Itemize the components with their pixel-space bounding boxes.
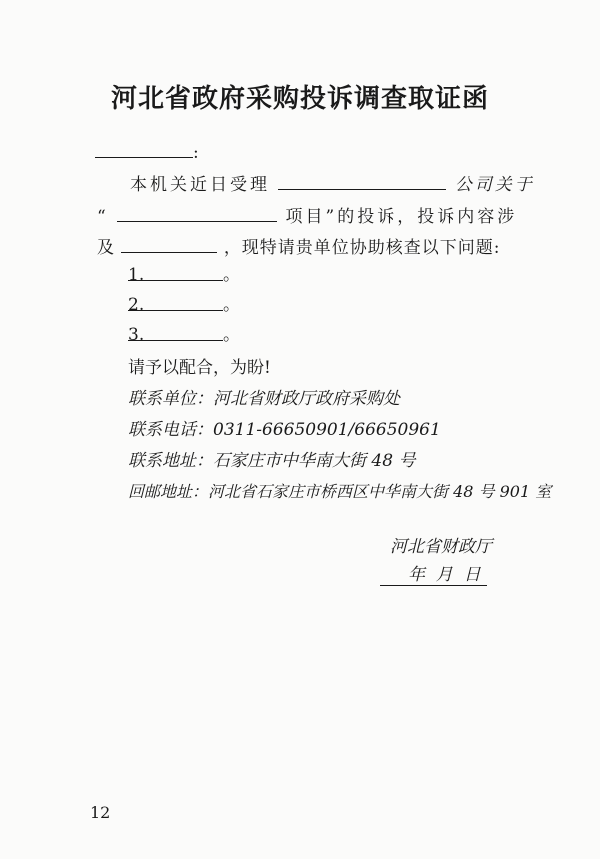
body-line1-suffix: 公司关于 bbox=[454, 175, 535, 195]
item-3-blank bbox=[128, 324, 223, 345]
item-2-number: 2. bbox=[128, 295, 145, 315]
item-3-end: 。 bbox=[223, 325, 240, 345]
item-1-number: 1. bbox=[128, 265, 145, 285]
body-line3-suffix: ，现特请贵单位协助核查以下问题: bbox=[223, 238, 501, 258]
body-line-1 bbox=[130, 173, 535, 196]
page-number: 12 bbox=[90, 803, 111, 822]
item-1-end: 。 bbox=[223, 265, 240, 285]
salutation-colon: : bbox=[193, 143, 199, 163]
body-line3-prefix: 及 bbox=[97, 238, 115, 258]
open-quote: “ bbox=[97, 207, 109, 227]
company-blank bbox=[278, 173, 446, 190]
item-3-number: 3. bbox=[128, 325, 145, 345]
issuer-name: 河北省财政厅 bbox=[390, 537, 492, 557]
item-1-blank bbox=[128, 264, 223, 285]
contact-unit: 联系单位：河北省财政厅政府采购处 bbox=[128, 389, 400, 409]
item-2 bbox=[128, 294, 240, 316]
content-blank bbox=[121, 236, 217, 253]
contact-phone: 联系电话：0311-66650901/66650961 bbox=[128, 420, 441, 440]
body-line2-suffix: 项目”的投诉，投诉内容涉 bbox=[285, 207, 518, 227]
recipient-blank bbox=[95, 141, 193, 158]
item-3 bbox=[128, 324, 240, 346]
salutation-line bbox=[95, 141, 199, 164]
item-2-end: 。 bbox=[223, 295, 240, 315]
body-line1-prefix: 本机关近日受理 bbox=[130, 175, 270, 195]
closing-text: 请予以配合，为盼! bbox=[128, 358, 271, 378]
return-address: 回邮地址：河北省石家庄市桥西区中华南大街 48 号 901 室 bbox=[128, 482, 552, 501]
document-title: 河北省政府采购投诉调查取证函 bbox=[110, 84, 489, 114]
body-line-3 bbox=[97, 236, 501, 259]
issue-date bbox=[380, 564, 487, 586]
issue-date-text: 年 月 日 bbox=[380, 565, 487, 586]
body-line-2 bbox=[97, 205, 517, 228]
project-blank bbox=[117, 205, 277, 222]
item-2-blank bbox=[128, 294, 223, 315]
item-1 bbox=[128, 264, 240, 286]
contact-address: 联系地址：石家庄市中华南大街 48 号 bbox=[128, 451, 416, 471]
